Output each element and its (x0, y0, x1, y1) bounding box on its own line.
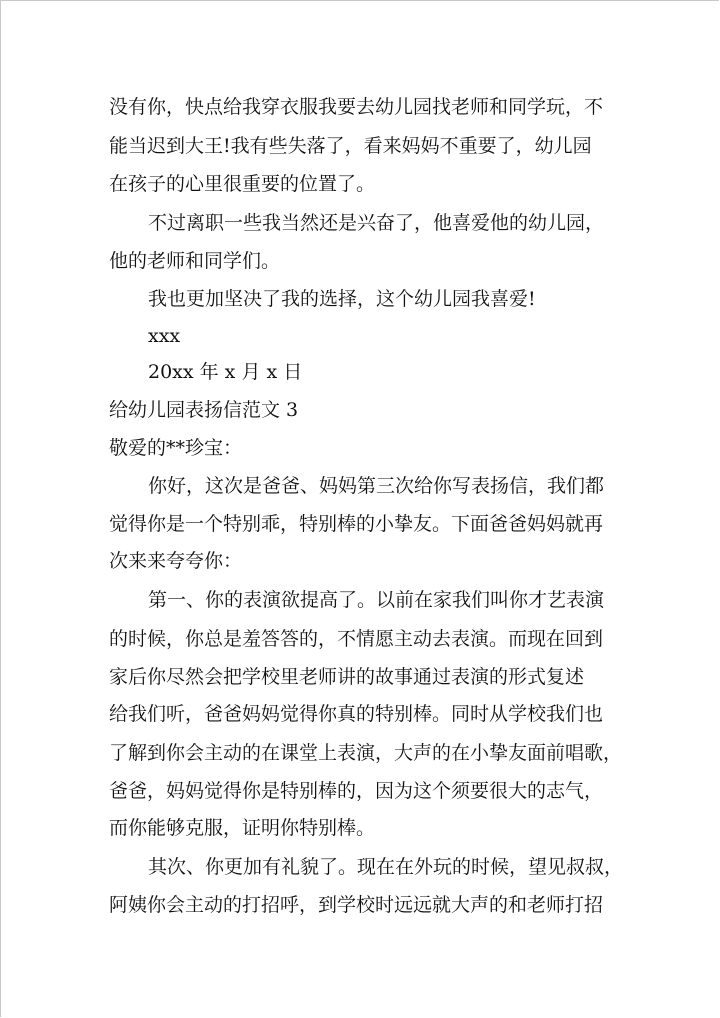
text-line: 家后你尽然会把学校里老师讲的故事通过表演的形式复述 (109, 666, 585, 688)
text-line: 的时候，你总是羞答答的，不情愿主动去表演。而现在回到 (109, 628, 604, 650)
signature-name: xxx (148, 325, 181, 347)
text-line: 了解到你会主动的在课堂上表演，大声的在小挚友面前唱歌， (109, 742, 623, 764)
section-title: 给幼儿园表扬信范文 3 (109, 399, 299, 421)
text-line: 给我们听，爸爸妈妈觉得你真的特别棒。同时从学校我们也 (109, 703, 604, 725)
text-line: 没有你，快点给我穿衣服我要去幼儿园找老师和同学玩，不 (109, 96, 604, 118)
text-line: 次来来夸夸你： (109, 550, 243, 572)
signature-date: 20xx 年 x 月 x 日 (148, 361, 303, 383)
text-line: 觉得你是一个特别乖，特别棒的小挚友。下面爸爸妈妈就再 (109, 513, 604, 535)
text-line: 爸爸，妈妈觉得你是特别棒的，因为这个须要很大的志气， (109, 780, 604, 802)
text-line: 他的老师和同学们。 (109, 250, 281, 272)
paragraph-line: 第一、你的表演欲提高了。以前在家我们叫你才艺表演 (148, 589, 605, 611)
text-line: 能当迟到大王!我有些失落了，看来妈妈不重要了，幼儿园 (109, 135, 592, 157)
salutation: 敬爱的**珍宝： (109, 437, 243, 459)
text-line: 而你能够克服，证明你特别棒。 (109, 817, 376, 839)
paragraph-line: 不过离职一些我当然还是兴奋了，他喜爱他的幼儿园， (148, 212, 605, 234)
text-line: 阿姨你会主动的打招呼，到学校时远远就大声的和老师打招 (109, 894, 604, 916)
paragraph-line: 我也更加坚决了我的选择，这个幼儿园我喜爱! (148, 288, 536, 310)
paragraph-line: 其次、你更加有礼貌了。现在在外玩的时候，望见叔叔， (148, 856, 624, 878)
paragraph-line: 你好，这次是爸爸、妈妈第三次给你写表扬信，我们都 (148, 475, 605, 497)
text-line: 在孩子的心里很重要的位置了。 (109, 173, 376, 195)
